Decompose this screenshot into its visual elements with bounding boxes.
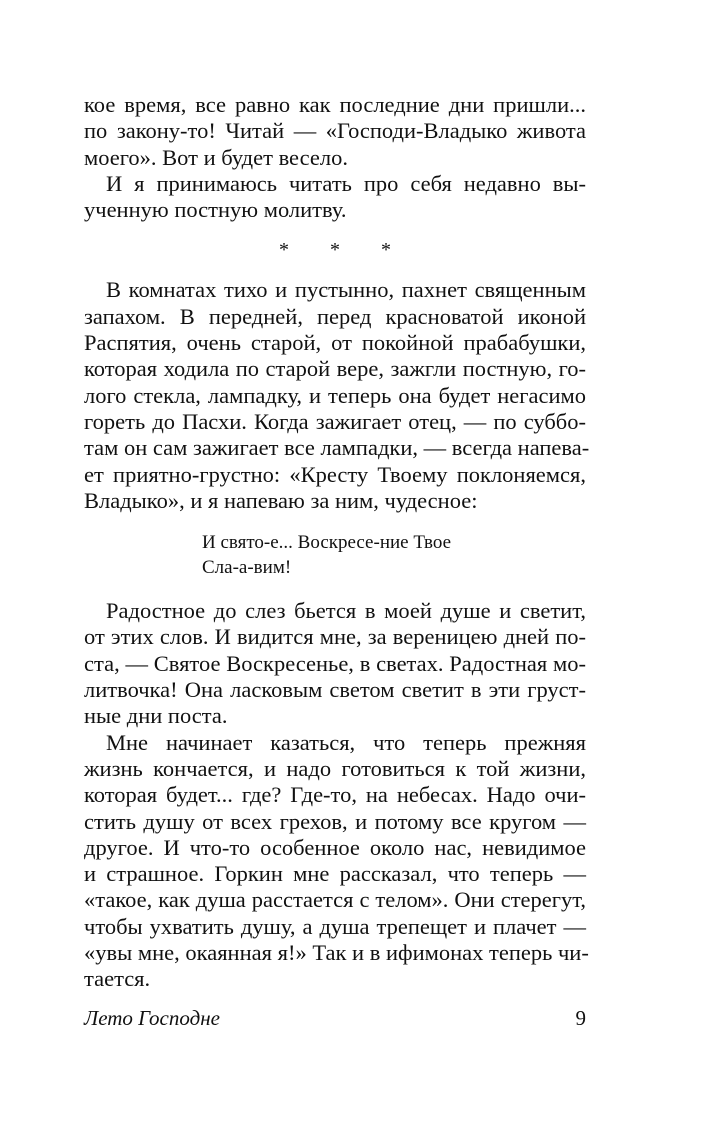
text-line: Распятия, очень старой, от покойной прабабушки, xyxy=(84,330,586,356)
paragraph xyxy=(84,729,589,993)
text-line: ученную постную молитву. xyxy=(84,197,347,223)
verse-line: Сла-а-вим! xyxy=(202,557,292,579)
page-body xyxy=(84,92,590,993)
page-number: 9 xyxy=(575,1006,586,1030)
text-line: другое. И что-то особенное около нас, невидимое xyxy=(84,834,586,860)
text-line: И я принимаюсь читать про себя недавно вы- xyxy=(106,170,586,196)
text-line: «увы мне, окаянная я!» Так и в ифимонах теперь чи- xyxy=(84,940,589,966)
text-line: тается. xyxy=(84,966,151,992)
text-line: стить душу от всех грехов, и потому все кругом — xyxy=(84,808,586,834)
text-line: ет приятно-грустно: «Кресту Твоему поклоняемся, xyxy=(84,461,586,487)
paragraph xyxy=(84,92,586,171)
text-line: ные дни поста. xyxy=(84,703,228,729)
text-line: которая ходила по старой вере, зажгли постную, го- xyxy=(84,356,586,382)
paragraph xyxy=(84,277,590,514)
text-line: от этих слов. И видится мне, за вереницею дней по- xyxy=(84,624,586,650)
verse-line: И свято-е... Воскресе-ние Твое xyxy=(202,532,452,554)
page-footer xyxy=(84,1004,586,1032)
verse-quote xyxy=(202,530,586,580)
text-line: там он сам зажигает все лампадки, — всегда напева- xyxy=(84,435,590,461)
text-line: Владыко», и я напеваю за ним, чудесное: xyxy=(84,487,478,513)
text-line: ста, — Святое Воскресенье, в светах. Радостная мо- xyxy=(84,650,586,676)
section-separator: * * * xyxy=(279,239,409,262)
text-line: запахом. В передней, перед красноватой иконой xyxy=(84,303,586,329)
text-line: В комнатах тихо и пустынно, пахнет священным xyxy=(106,277,586,303)
text-line: моего». Вот и будет весело. xyxy=(84,144,348,170)
text-line: «такое, как душа расстается с телом». Они стерегут, xyxy=(84,887,586,913)
text-line: жизнь кончается, и надо готовиться к той жизни, xyxy=(84,755,586,781)
text-line: литвочка! Она ласковым светом светит в эти груст- xyxy=(84,677,586,703)
text-line: и страшное. Горкин мне рассказал, что теперь — xyxy=(84,861,586,887)
running-title: Лето Господне xyxy=(84,1006,220,1030)
text-line: Мне начинает казаться, что теперь прежняя xyxy=(106,729,586,755)
text-line: которая будет... где? Где-то, на небесах. Надо очи- xyxy=(84,782,586,808)
text-line: Радостное до слез бьется в моей душе и светит, xyxy=(106,598,586,624)
text-line: кое время, все равно как последние дни пришли... xyxy=(84,92,586,117)
text-line: чтобы ухватить душу, а душа трепещет и плачет — xyxy=(84,913,586,939)
text-line: лого стекла, лампадку, и теперь она будет негасимо xyxy=(84,382,586,408)
text-line: гореть до Пасхи. Когда зажигает отец, — по суббо- xyxy=(84,408,586,434)
paragraph xyxy=(84,598,586,729)
text-line: по закону-то! Читай — «Господи-Владыко живота xyxy=(84,118,586,144)
paragraph xyxy=(84,171,586,224)
